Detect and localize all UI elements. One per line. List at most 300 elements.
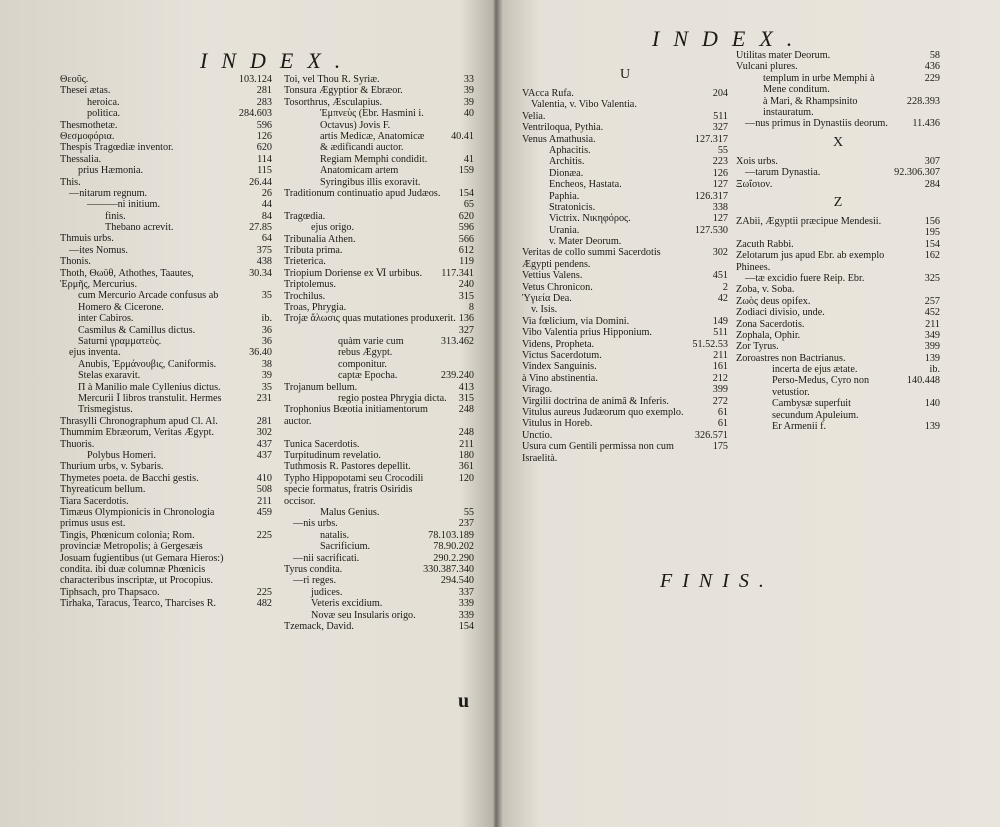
- index-entry-term: Valentia, v. Vibo Valentia.: [531, 99, 637, 111]
- index-entry-term: Thyreaticum bellum.: [60, 484, 146, 496]
- index-entry-term: Stelas exaravit.: [78, 370, 141, 382]
- left-page-heading: INDEX.: [200, 48, 355, 73]
- index-entry-term: Sacrificium.: [320, 541, 371, 553]
- index-entry-term: prius Hæmonia.: [78, 165, 144, 177]
- index-entry-term: Triptolemus.: [284, 279, 336, 291]
- index-entry: [284, 393, 474, 404]
- index-entry-page-ref: 566: [458, 233, 474, 245]
- index-entry-page-ref: 239.240: [440, 370, 474, 382]
- index-entry-page-ref: 511: [713, 327, 728, 339]
- index-entry: [522, 168, 728, 179]
- index-entry-page-ref: 35: [261, 381, 272, 393]
- index-entry-term: Traditionum continuatio apud Judæos.: [284, 188, 441, 199]
- index-entry-term: artis Medicæ, Anatomicæ & ædificandi auctor.: [320, 130, 425, 154]
- section-letter-z: Z: [833, 194, 843, 210]
- index-entry: [522, 441, 728, 464]
- index-entry: [284, 85, 474, 96]
- index-entry-term: —tæ excidio fuere Reip. Ebr.: [745, 272, 865, 284]
- index-entry-page-ref: 211: [925, 318, 940, 330]
- index-entry: [60, 359, 272, 370]
- finis-label: FINIS.: [660, 570, 774, 592]
- index-entry-term: Via fœlicium, via Domini.: [522, 315, 630, 327]
- index-entry: [284, 154, 474, 165]
- index-entry-page-ref: 195: [924, 227, 940, 239]
- index-entry-term: Thummim Ebræorum, Veritas Ægypt.: [60, 427, 215, 439]
- index-entry-page-ref: 40.41: [451, 130, 474, 142]
- index-entry-page-ref: 482: [256, 598, 272, 610]
- index-entry-page-ref: 61: [717, 418, 728, 430]
- index-entry-page-ref: 127.530: [694, 224, 728, 236]
- index-entry: [60, 154, 272, 165]
- index-entry-page-ref: 339: [458, 609, 474, 621]
- index-entry-term: Virgilii doctrina de animâ & Inferis.: [522, 395, 669, 407]
- index-entry-page-ref: 154: [458, 620, 474, 632]
- index-entry-page-ref: 225: [256, 586, 272, 598]
- index-entry-term: ———ni initium.: [87, 199, 161, 211]
- index-entry-term: Trophonius Bœotia initiamentorum auctor.: [284, 404, 428, 427]
- index-entry: [736, 398, 940, 421]
- index-entry: [60, 484, 272, 495]
- index-entry: [522, 316, 728, 327]
- index-entry-page-ref: 41: [463, 153, 474, 165]
- index-entry: [284, 97, 474, 108]
- index-entry-page-ref: 117.341: [441, 267, 474, 279]
- index-entry: [60, 336, 272, 347]
- index-entry-term: Tyrus condita.: [284, 564, 343, 576]
- index-entry-term: Tunica Sacerdotis.: [284, 438, 360, 450]
- index-entry: [736, 284, 940, 295]
- index-entry-page-ref: 237: [458, 518, 474, 530]
- index-entry-term: Trieterica.: [284, 256, 326, 268]
- index-entry: [284, 234, 474, 245]
- index-entry-term: templum in urbe Memphi à Mene conditum.: [763, 72, 875, 96]
- index-entry-term: Urania.: [549, 224, 580, 236]
- index-entry-term: Zacuth Rabbi.: [736, 238, 794, 250]
- index-entry: [60, 165, 272, 176]
- index-entry: [60, 587, 272, 598]
- index-entry-page-ref: 84: [261, 210, 272, 222]
- right-index-column-1: [522, 62, 728, 464]
- index-entry: [60, 177, 272, 188]
- index-entry: [284, 279, 474, 290]
- index-entry: [284, 621, 474, 632]
- index-entry-page-ref: 119: [459, 256, 474, 268]
- index-entry-page-ref: 451: [712, 270, 728, 282]
- index-entry-page-ref: 78.90.202: [433, 541, 474, 553]
- index-entry-page-ref: 136: [458, 313, 474, 325]
- index-entry-term: Θεσμοφόρια.: [60, 130, 115, 142]
- index-entry-term: Architis.: [549, 156, 585, 168]
- index-entry: [522, 430, 728, 441]
- index-entry-term: Thurium urbs, v. Sybaris.: [60, 461, 164, 473]
- index-entry-page-ref: 127: [712, 179, 728, 191]
- index-entry-page-ref: 223: [712, 156, 728, 168]
- index-entry-term: —nis urbs.: [293, 518, 338, 530]
- index-entry-term: Dionæa.: [549, 167, 584, 179]
- index-entry-page-ref: 114: [257, 153, 272, 165]
- index-entry: [736, 118, 940, 129]
- index-entry: [284, 507, 474, 518]
- index-entry-term: Θεοῦς.: [60, 74, 89, 85]
- index-entry: [284, 108, 474, 131]
- index-entry: [60, 450, 272, 461]
- index-entry-term: Veteris excidium.: [311, 598, 383, 610]
- index-entry-term: —nitarum regnum.: [69, 187, 148, 199]
- index-entry: [736, 375, 940, 398]
- index-entry: [522, 293, 728, 304]
- index-entry: [284, 291, 474, 302]
- index-entry: [60, 108, 272, 119]
- index-entry-term: Malus Genius.: [320, 507, 380, 519]
- index-entry-page-ref: 620: [458, 210, 474, 222]
- index-entry-term: Ζωὸς deus opifex.: [736, 295, 811, 307]
- index-entry: [522, 396, 728, 407]
- index-entry: [522, 236, 728, 247]
- index-entry: [736, 330, 940, 341]
- index-entry-term: politica.: [87, 108, 121, 120]
- index-entry: [736, 307, 940, 318]
- index-entry-term: Regiam Memphi condidit.: [320, 153, 428, 165]
- index-entry: [60, 370, 272, 381]
- index-entry: [284, 530, 474, 541]
- index-entry: [522, 99, 728, 110]
- index-entry: [284, 268, 474, 279]
- index-entry-page-ref: 330.387.340: [423, 564, 474, 576]
- index-entry-page-ref: 307: [924, 155, 940, 167]
- index-entry-page-ref: 39: [463, 85, 474, 97]
- index-entry-page-ref: 315: [458, 393, 474, 405]
- index-entry-term: Troas, Phrygia.: [284, 301, 347, 313]
- section-letter-x: X: [832, 134, 844, 150]
- index-entry: [284, 598, 474, 609]
- index-entry-term: Anatomicam artem Syringibus illis exoravit.: [320, 165, 421, 188]
- index-entry-page-ref: 42: [717, 293, 728, 305]
- index-entry: [60, 290, 272, 313]
- index-entry: [736, 250, 940, 273]
- index-entry-term: Veritas de collo summi Sacerdotis Ægypti pendens.: [522, 247, 661, 270]
- index-entry-term: Π à Manilio male Cyllenius dictus.: [78, 381, 221, 393]
- index-entry-page-ref: 126: [256, 130, 272, 142]
- index-entry: [284, 587, 474, 598]
- index-entry: [736, 73, 940, 96]
- index-entry: [284, 302, 474, 313]
- index-entry-term: inter Cabiros.: [78, 313, 134, 325]
- index-entry: [522, 213, 728, 224]
- index-entry: [522, 191, 728, 202]
- index-entry-page-ref: 452: [924, 307, 940, 319]
- index-entry: [736, 273, 940, 284]
- index-entry-page-ref: 126.317: [694, 190, 728, 202]
- index-entry-page-ref: 302: [256, 427, 272, 439]
- index-entry-page-ref: 115: [257, 165, 272, 177]
- index-entry: [284, 211, 474, 222]
- index-entry-term: Vindex Sanguinis.: [522, 361, 597, 373]
- index-entry-page-ref: 596: [256, 119, 272, 131]
- index-entry-page-ref: ib.: [929, 364, 940, 376]
- index-entry-term: Aphacitis.: [549, 144, 591, 156]
- left-index-column-2: [284, 74, 474, 632]
- index-entry: [60, 598, 272, 609]
- index-entry: [284, 74, 474, 85]
- index-entry-page-ref: 154: [458, 188, 474, 199]
- index-entry-term: Tuthmosis R. Pastores depellit.: [284, 461, 411, 473]
- index-entry-term: à Vino abstinentia.: [522, 372, 598, 384]
- index-entry-page-ref: 92.306.307: [894, 167, 940, 179]
- index-entry-page-ref: 161: [712, 361, 728, 373]
- index-entry-term: Typho Hippopotami seu Crocodili specie formatus, fratris Osiridis occisor.: [284, 472, 424, 507]
- index-entry-term: Toi, vel Thou R. Syriæ.: [284, 74, 380, 85]
- index-entry-page-ref: 294.540: [440, 575, 474, 587]
- index-entry-page-ref: 26.44: [249, 176, 272, 188]
- index-entry-term: Videns, Propheta.: [522, 338, 595, 350]
- index-entry-page-ref: 284: [924, 178, 940, 190]
- index-entry-page-ref: 313.462: [440, 336, 474, 348]
- index-entry-term: Tingis, Phœnicum colonia; Rom. provinciæ Metropolis; à Gergesæis Josuam fugientibus (ut Gemara Hieros:) condita. ibi duæ columnæ Phœnicis characteribus inscriptæ, ut Procopius.: [60, 529, 224, 587]
- index-entry-page-ref: 281: [256, 415, 272, 427]
- index-entry-page-ref: 339: [458, 598, 474, 610]
- index-entry-page-ref: 361: [458, 461, 474, 473]
- index-entry: [60, 347, 272, 358]
- index-entry-page-ref: 225: [256, 529, 272, 541]
- index-entry-page-ref: 30.34: [249, 267, 272, 279]
- index-entry-page-ref: 36: [261, 324, 272, 336]
- index-entry-page-ref: 612: [458, 244, 474, 256]
- index-entry: [60, 233, 272, 244]
- index-entry-term: —ri reges.: [293, 575, 336, 587]
- index-entry: [284, 382, 474, 393]
- index-entry-term: Tosorthrus, Æsculapius.: [284, 96, 383, 108]
- index-entry: [284, 564, 474, 575]
- index-entry-term: Thymetes poeta. de Bacchi gestis.: [60, 472, 199, 484]
- index-entry: [284, 427, 474, 438]
- signature-mark: u: [458, 690, 470, 712]
- index-entry-page-ref: 410: [256, 472, 272, 484]
- index-entry-term: Victus Sacerdotum.: [522, 350, 602, 362]
- index-entry: [736, 50, 940, 61]
- index-entry: [284, 188, 474, 199]
- index-entry-term: Vibo Valentia prius Hipponium.: [522, 327, 652, 339]
- index-entry-page-ref: 436: [924, 61, 940, 73]
- index-entry-page-ref: 26: [261, 187, 272, 199]
- index-entry-term: Tiara Sacerdotis.: [60, 495, 129, 507]
- index-entry: [284, 610, 474, 621]
- index-entry-page-ref: 2: [722, 281, 728, 293]
- index-entry: [522, 350, 728, 361]
- index-entry-term: Tirhaka, Taracus, Tearco, Tharcises R.: [60, 598, 217, 610]
- index-entry: [736, 167, 940, 178]
- index-entry: [60, 496, 272, 507]
- index-entry: [736, 296, 940, 307]
- right-page-heading: INDEX.: [652, 26, 807, 51]
- index-entry-page-ref: 399: [712, 384, 728, 396]
- index-entry-page-ref: 257: [924, 295, 940, 307]
- index-entry-term: ZAbii, Ægyptii præcipue Mendesii.: [736, 215, 882, 227]
- index-entry: [60, 439, 272, 450]
- index-entry-term: ejus inventa.: [69, 347, 121, 359]
- index-entry: [522, 418, 728, 429]
- index-entry-term: Thoth, Θωϋθ, Athothes, Taautes, Ἑρμῆς, Mercurius.: [60, 267, 194, 291]
- index-entry-page-ref: 290.2.290: [433, 552, 474, 564]
- index-entry: [522, 111, 728, 122]
- index-entry: [284, 404, 474, 427]
- index-entry-term: Zelotarum jus apud Ebr. ab exemplo Phinees.: [736, 250, 885, 273]
- index-entry: [736, 96, 940, 119]
- index-entry-term: Vetus Chronicon.: [522, 281, 593, 293]
- index-entry-page-ref: 162: [924, 250, 940, 262]
- index-entry-page-ref: 36.40: [249, 347, 272, 359]
- index-entry-term: Trojæ ἅλωσις quas mutationes produxerit.: [284, 313, 456, 325]
- index-entry-term: Tragœdia.: [284, 210, 326, 222]
- index-entry: [522, 122, 728, 133]
- index-entry: [284, 450, 474, 461]
- index-entry: [736, 227, 940, 238]
- index-entry: [60, 507, 272, 530]
- index-entry-term: Thrasylli Chronographum apud Cl. Al.: [60, 415, 218, 427]
- index-entry-term: incerta de ejus ætate.: [772, 364, 858, 376]
- index-entry: [522, 327, 728, 338]
- index-entry: [522, 145, 728, 156]
- index-entry-page-ref: 36: [261, 336, 272, 348]
- index-entry-page-ref: 51.52.53: [692, 338, 728, 350]
- index-entry-page-ref: 55: [463, 507, 474, 519]
- index-entry-page-ref: 58: [929, 50, 940, 61]
- index-entry-term: Zoba, v. Soba.: [736, 284, 795, 296]
- index-entry-page-ref: 55: [717, 144, 728, 156]
- index-entry-term: Trochilus.: [284, 290, 326, 302]
- index-entry-term: Turpitudinum revelatio.: [284, 450, 381, 462]
- index-entry: [736, 156, 940, 167]
- index-entry: [284, 473, 474, 507]
- index-entry: [736, 239, 940, 250]
- index-entry: [522, 134, 728, 145]
- index-entry-page-ref: 459: [256, 506, 272, 518]
- index-entry-term: Triopium Doriense ex Ⅵ urbibus.: [284, 267, 423, 279]
- index-entry: [522, 247, 728, 270]
- index-entry-page-ref: 281: [256, 85, 272, 97]
- index-entry-term: Velia.: [522, 110, 546, 122]
- index-entry: [60, 325, 272, 336]
- index-entry: [736, 353, 940, 364]
- index-entry: [522, 304, 728, 315]
- index-entry: [60, 530, 272, 587]
- index-entry-page-ref: 139: [924, 421, 940, 433]
- index-entry-term: Anubis, Ἑρμάνουβις, Caniformis.: [78, 358, 217, 370]
- index-entry-term: Zophala, Ophir.: [736, 329, 801, 341]
- index-entry-page-ref: 620: [256, 142, 272, 154]
- index-entry-page-ref: 240: [458, 279, 474, 291]
- index-entry: [522, 361, 728, 372]
- index-entry: [736, 421, 940, 432]
- index-entry-term: Victrix. Νικηφόρος.: [549, 213, 631, 225]
- index-entry-page-ref: 154: [924, 238, 940, 250]
- index-entry-term: Novæ seu Insularis origo.: [311, 609, 416, 621]
- index-entry: [736, 179, 940, 190]
- index-entry: [522, 179, 728, 190]
- index-entry-term: regio postea Phrygia dicta.: [338, 393, 447, 405]
- index-entry-term: Thesei ætas.: [60, 85, 111, 97]
- index-entry-term: Usura cum Gentili permissa non cum Israelità.: [522, 441, 674, 464]
- index-entry-term: Encheos, Hastata.: [549, 179, 622, 191]
- index-entry-page-ref: 438: [256, 256, 272, 268]
- index-entry-page-ref: 283: [256, 96, 272, 108]
- index-entry-term: —nii sacrificati.: [293, 552, 360, 564]
- index-entry-term: Zoroastres non Bactrianus.: [736, 352, 846, 364]
- index-entry-term: Polybus Homeri.: [87, 449, 157, 461]
- index-entry-term: heroica.: [87, 96, 120, 108]
- index-entry-page-ref: 248: [458, 404, 474, 416]
- index-entry-term: Mercurii Ⅰ libros transtulit. Hermes Trismegistus.: [78, 393, 222, 416]
- index-entry: [522, 88, 728, 99]
- index-entry-page-ref: 399: [924, 341, 940, 353]
- index-entry-term: quàm varie cum rebus Ægypt. componitur.: [338, 336, 404, 370]
- index-entry: [284, 222, 474, 233]
- index-entry: [284, 313, 474, 324]
- index-entry-page-ref: 65: [463, 199, 474, 211]
- index-entry-page-ref: 248: [458, 427, 474, 439]
- index-entry-term: cum Mercurio Arcade confusus ab Homero & Cicerone.: [78, 290, 219, 313]
- index-entry-page-ref: 211: [459, 438, 474, 450]
- index-entry: [522, 384, 728, 395]
- index-entry: [284, 575, 474, 586]
- index-entry-page-ref: 33: [463, 74, 474, 85]
- index-entry-term: Tributa prima.: [284, 244, 343, 256]
- section-letter-u: U: [619, 67, 631, 82]
- index-entry: [284, 199, 474, 210]
- index-entry-page-ref: 272: [712, 395, 728, 407]
- index-entry-page-ref: 61: [717, 406, 728, 418]
- index-entry: [284, 165, 474, 188]
- index-entry-term: Thmuis urbs.: [60, 233, 114, 245]
- index-entry: [60, 461, 272, 472]
- index-entry-page-ref: 35: [261, 290, 272, 302]
- index-entry: [522, 373, 728, 384]
- index-entry-page-ref: 228.393: [906, 95, 940, 107]
- index-entry-page-ref: 127: [712, 213, 728, 225]
- index-entry: [60, 199, 272, 210]
- index-entry-term: Thonis.: [60, 256, 91, 268]
- index-entry-page-ref: 27.85: [249, 222, 272, 234]
- index-entry: [284, 325, 474, 336]
- index-entry: [736, 216, 940, 227]
- index-entry-term: Stratonicis.: [549, 201, 596, 213]
- index-entry-page-ref: 64: [261, 233, 272, 245]
- index-entry: [60, 416, 272, 427]
- index-entry: [60, 188, 272, 199]
- index-entry-term: Vitulus aureus Judæorum quo exemplo.: [522, 406, 684, 418]
- index-entry: [60, 382, 272, 393]
- index-entry-term: Ventriloqua, Pythia.: [522, 122, 604, 134]
- index-entry-term: Xois urbs.: [736, 155, 778, 167]
- index-entry: [60, 74, 272, 85]
- index-entry: [60, 85, 272, 96]
- index-entry: [60, 245, 272, 256]
- index-entry: [522, 202, 728, 213]
- index-entry-term: Thebano acrevit.: [105, 222, 174, 234]
- right-index-column-2: [736, 50, 940, 432]
- index-entry-term: judices.: [311, 586, 343, 598]
- index-entry-page-ref: 229: [924, 72, 940, 84]
- index-entry-term: Cambysæ superfuit secundum Apuleium.: [772, 398, 859, 421]
- index-entry-term: v. Mater Deorum.: [549, 236, 622, 248]
- index-entry-page-ref: 437: [256, 438, 272, 450]
- index-entry: [284, 541, 474, 552]
- index-entry: [522, 156, 728, 167]
- index-entry-page-ref: 511: [713, 110, 728, 122]
- index-entry-page-ref: 284.603: [238, 108, 272, 120]
- index-entry-page-ref: 231: [256, 393, 272, 404]
- index-entry-term: Thuoris.: [60, 438, 95, 450]
- index-entry: [284, 245, 474, 256]
